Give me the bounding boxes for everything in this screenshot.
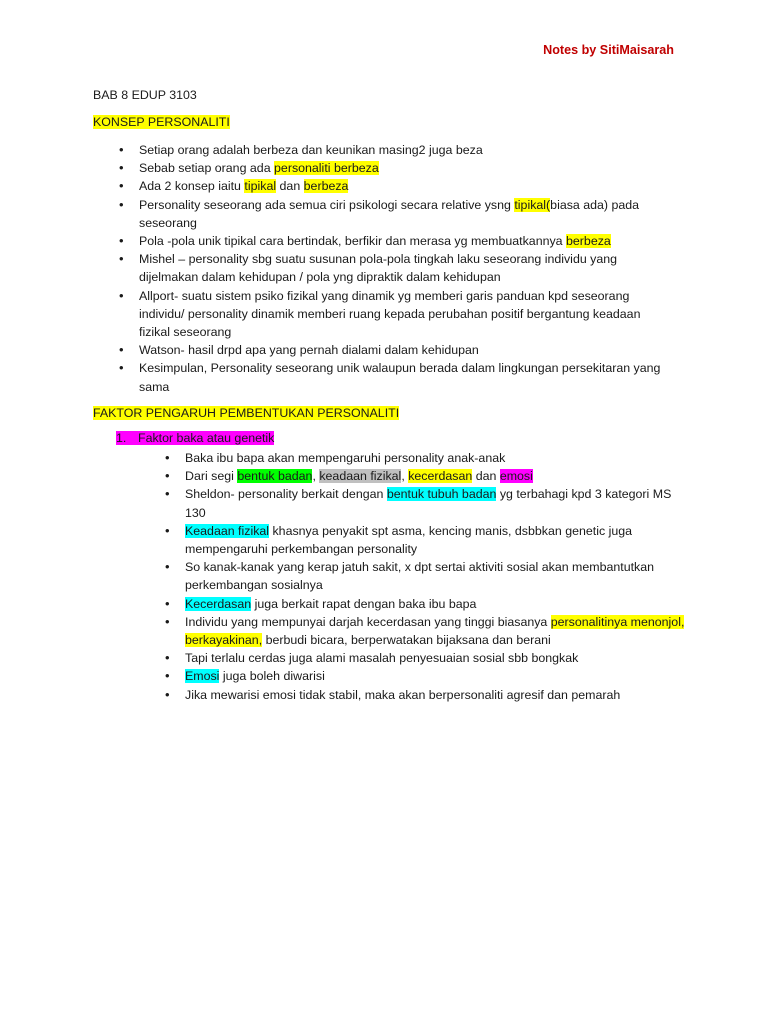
bullet-icon: • xyxy=(165,668,170,684)
bullet-icon: • xyxy=(119,287,124,303)
bullet-icon: • xyxy=(165,613,170,629)
list-item-text: Allport- suatu sistem psiko fizikal yang dinamik yg memberi garis panduan kpd seseorang individu/ personality dinamik memberi ruang kepada perubahan positif bergantung keadaan fizikal seseorang xyxy=(139,288,641,340)
list-item-text: Watson- hasil drpd apa yang pernah dialami dalam kehidupan xyxy=(139,343,479,358)
bullet-icon: • xyxy=(165,522,170,538)
numbered-item-baka xyxy=(116,431,274,445)
list-item-text: dan xyxy=(276,179,304,194)
bullet-icon: • xyxy=(165,468,170,484)
list-item-text: khasnya penyakit spt asma, kencing manis, dsbbkan genetic juga mempengaruhi perkembangan personality xyxy=(185,523,633,557)
highlighted-text: bentuk tubuh badan xyxy=(386,487,497,502)
list-item xyxy=(165,449,685,467)
list-item-text: Ada 2 konsep iaitu xyxy=(139,179,245,194)
list-item-text: Pola -pola unik tipikal cara bertindak, berfikir dan merasa yg membuatkannya xyxy=(139,234,567,249)
bullet-icon: • xyxy=(119,196,124,212)
bullet-icon: • xyxy=(165,686,170,702)
numbered-item-highlight xyxy=(116,431,274,445)
highlighted-text: personaliti berbeza xyxy=(274,161,379,176)
list-item-text: Mishel – personality sbg suatu susunan pola-pola tingkah laku seseorang individu yang dijelmakan dalam kehidupan / pola yng dipraktik dalam kehidupan xyxy=(139,252,618,285)
section-heading-konsep-text: KONSEP PERSONALITI xyxy=(93,115,230,129)
list-item-text: yg terbahagi kpd 3 kategori MS 130 xyxy=(185,487,672,520)
list-item xyxy=(165,686,685,704)
list-item xyxy=(119,141,669,159)
list-item-text: Kesimpulan, Personality seseorang unik walaupun berada dalam lingkungan persekitaran yang sama xyxy=(139,361,661,394)
list-item-text: berbudi bicara, berperwatakan bijaksana dan berani xyxy=(262,633,551,648)
list-item-text: Individu yang mempunyai darjah kecerdasan yang tinggi biasanya xyxy=(185,614,551,629)
highlighted-text: berbeza xyxy=(566,234,611,249)
numbered-item-number: 1. xyxy=(116,431,127,445)
list-item-text: So kanak-kanak yang kerap jatuh sakit, x dpt sertai aktiviti sosial akan membantutkan perkembangan sosialnya xyxy=(185,560,655,593)
bullet-icon: • xyxy=(165,650,170,666)
bullet-icon: • xyxy=(165,450,170,465)
list-item-text: Jika mewarisi emosi tidak stabil, maka akan berpersonaliti agresif dan pemarah xyxy=(185,687,621,702)
bullet-icon: • xyxy=(119,251,124,267)
bullet-icon: • xyxy=(119,178,124,194)
list-item-text: dan xyxy=(472,469,500,484)
list-item-text: Baka ibu bapa akan mempengaruhi personality anak-anak xyxy=(185,451,506,465)
list-item xyxy=(119,287,669,342)
list-item xyxy=(165,613,685,649)
list-item-text: Dari segi xyxy=(185,469,238,484)
bullet-icon: • xyxy=(165,486,170,502)
list-item xyxy=(165,522,685,558)
list-item xyxy=(119,232,669,250)
highlighted-text: kecerdasan xyxy=(408,469,473,484)
list-item-text: , xyxy=(401,469,409,484)
highlighted-text: personalitinya menonjol, berkayakinan, xyxy=(185,614,685,648)
highlighted-text: emosi xyxy=(499,469,533,484)
document-title: BAB 8 EDUP 3103 xyxy=(93,88,197,102)
highlighted-text: Emosi xyxy=(185,669,220,684)
bullet-icon: • xyxy=(165,595,170,611)
highlighted-text: tipikal( xyxy=(514,197,551,212)
bullet-list-faktor-baka xyxy=(165,449,685,704)
list-item-text: Personality seseorang ada semua ciri psikologi secara relative ysng xyxy=(139,197,515,212)
list-item-text: juga berkait rapat dengan baka ibu bapa xyxy=(251,596,477,611)
list-item xyxy=(119,177,669,195)
highlighted-text: Kecerdasan xyxy=(185,596,252,611)
section-heading-faktor-text: FAKTOR PENGARUH PEMBENTUKAN PERSONALITI xyxy=(93,406,400,420)
list-item-text: biasa ada) pada seseorang xyxy=(139,197,640,230)
list-item-text: Tapi terlalu cerdas juga alami masalah penyesuaian sosial sbb bongkak xyxy=(185,651,579,666)
bullet-icon: • xyxy=(119,360,124,376)
list-item xyxy=(119,196,669,232)
highlighted-text: Keadaan fizikal xyxy=(185,523,270,538)
author-note: Notes by SitiMaisarah xyxy=(543,43,674,57)
list-item xyxy=(165,595,685,613)
section-heading-faktor xyxy=(93,406,399,420)
list-item xyxy=(119,159,669,177)
list-item xyxy=(119,250,669,286)
bullet-icon: • xyxy=(119,142,124,157)
bullet-icon: • xyxy=(119,342,124,358)
list-item xyxy=(119,359,669,395)
list-item-text: Sebab setiap orang ada xyxy=(139,161,275,176)
bullet-list-konsep xyxy=(119,141,669,396)
list-item xyxy=(165,558,685,594)
highlighted-text: keadaan fizikal xyxy=(319,469,402,484)
list-item-text: Setiap orang adalah berbeza dan keunikan masing2 juga beza xyxy=(139,143,483,157)
highlighted-text: tipikal xyxy=(244,179,277,194)
list-item-text: Sheldon- personality berkait dengan xyxy=(185,487,387,502)
list-item xyxy=(165,485,685,521)
numbered-item-label: Faktor baka atau genetik xyxy=(138,431,275,445)
highlighted-text: bentuk badan xyxy=(237,469,313,484)
list-item xyxy=(119,341,669,359)
list-item xyxy=(165,649,685,667)
highlighted-text: berbeza xyxy=(303,179,349,194)
list-item xyxy=(165,667,685,685)
section-heading-konsep xyxy=(93,115,230,129)
list-item xyxy=(165,467,685,485)
bullet-icon: • xyxy=(165,559,170,575)
list-item-text: , xyxy=(312,469,320,484)
bullet-icon: • xyxy=(119,160,124,176)
bullet-icon: • xyxy=(119,233,124,249)
list-item-text: juga boleh diwarisi xyxy=(219,669,325,684)
